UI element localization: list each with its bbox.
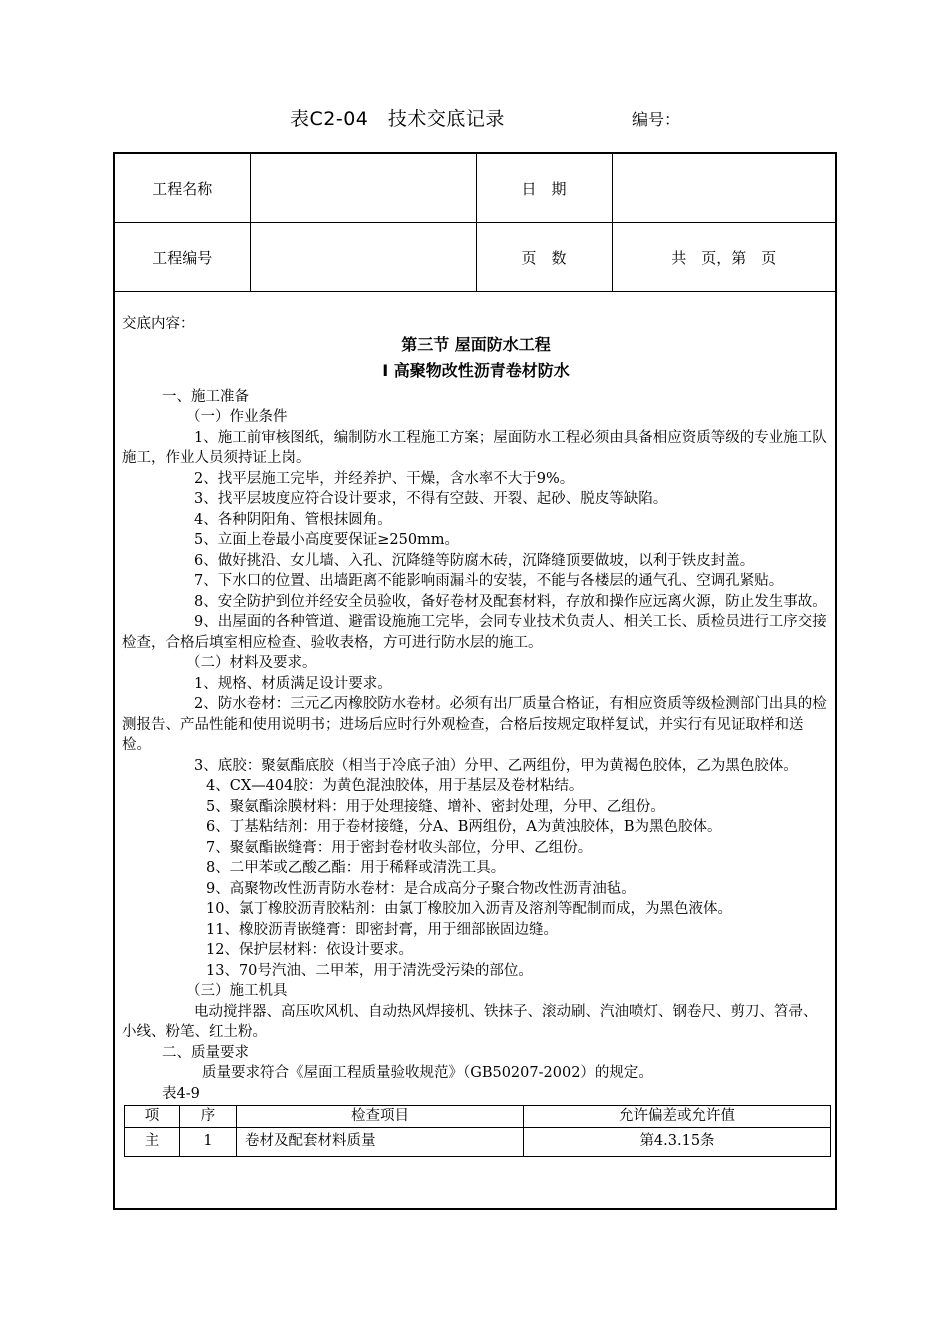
date-value[interactable]: [612, 154, 835, 223]
material-item: 4、CX—404胶：为黄色混浊胶体，用于基层及卷材粘结。: [206, 778, 584, 794]
info-table: [115, 154, 835, 292]
condition-item: 6、做好挑沿、女儿墙、入孔、沉降缝等防腐木砖，沉降缝顶要做坡，以利于铁皮封盖。: [194, 552, 755, 569]
info-row-2: [115, 223, 835, 292]
condition-item: 4、各种阴阳角、管根抹圆角。: [194, 511, 392, 528]
material-item: 13、70号汽油、二甲苯，用于清洗受污染的部位。: [206, 962, 533, 979]
col-header-item: 项: [125, 1106, 180, 1128]
date-label: 日 期: [476, 154, 612, 223]
heading-tools: （三）施工机具: [186, 983, 288, 999]
tools-text: 电动搅拌器、高压吹风机、自动热风焊接机、铁抹子、滚动刷、汽油喷灯、钢卷尺、剪刀、笤帚、小线、粉笔、红土粉。: [122, 1003, 818, 1040]
material-item: 1、规格、材质满足设计要求。: [194, 675, 392, 692]
condition-item: 7、下水口的位置、出墙距离不能影响雨漏斗的安装，不能与各楼层的通气孔、空调孔紧贴。: [194, 573, 784, 589]
condition-item: 2、找平层施工完毕，并经养护、干燥，含水率不大于9%。: [194, 470, 575, 487]
project-no-value[interactable]: [250, 223, 476, 292]
material-item: 11、橡胶沥青嵌缝膏：即密封膏，用于细部嵌固边缝。: [206, 921, 558, 938]
heading-quality: 二、质量要求: [162, 1044, 249, 1061]
document-header: [0, 104, 950, 134]
subsection-title: Ⅰ 高聚物改性沥青卷材防水: [382, 360, 570, 380]
cell-tolerance: 第4.3.15条: [524, 1127, 831, 1156]
condition-item: 1、施工前审核图纸，编制防水工程施工方案；屋面防水工程必须由具备相应资质等级的专业施工队施工，作业人员须持证上岗。: [122, 429, 827, 466]
briefing-content: [122, 314, 830, 1157]
col-header-check: 检查项目: [237, 1106, 524, 1128]
table-row: [125, 1127, 831, 1156]
pages-label: 页 数: [476, 223, 612, 292]
section-title: 第三节 屋面防水工程: [401, 334, 551, 354]
record-frame: [113, 152, 837, 1210]
cell-item: 主: [125, 1127, 180, 1156]
quality-table-header: [125, 1106, 831, 1128]
cell-seq: 1: [180, 1127, 237, 1156]
material-item: 3、底胶：聚氨酯底胶（相当于冷底子油）分甲、乙两组份，甲为黄褐色胶体，乙为黑色胶体。: [194, 757, 798, 774]
condition-item: 3、找平层坡度应符合设计要求，不得有空鼓、开裂、起砂、脱皮等缺陷。: [194, 491, 668, 507]
material-item: 5、聚氨酯涂膜材料：用于处理接缝、增补、密封处理，分甲、乙组份。: [206, 798, 665, 815]
material-item: 9、高聚物改性沥青防水卷材：是合成高分子聚合物改性沥青油毡。: [206, 880, 636, 897]
material-item: 10、氯丁橡胶沥青胶粘剂：由氯丁橡胶加入沥青及溶剂等配制而成，为黑色液体。: [206, 901, 732, 917]
material-item: 6、丁基粘结剂：用于卷材接缝，分A、B两组份，A为黄浊胶体，B为黑色胶体。: [206, 819, 722, 835]
document-title: 表C2-04 技术交底记录: [290, 108, 505, 130]
material-item: 2、防水卷材：三元乙丙橡胶防水卷材。必须有出厂质量合格证，有相应资质等级检测部门出具的检测报告、产品性能和使用说明书；进场后应时行外观检查，合格后按规定取样复试，并实行有见证取样和送检。: [122, 696, 827, 753]
heading-construction-prep: 一、施工准备: [162, 388, 249, 405]
heading-materials: （二）材料及要求。: [186, 655, 317, 671]
pages-value: 共 页，第 页: [612, 223, 835, 292]
project-name-value[interactable]: [250, 154, 476, 223]
quality-table: [124, 1105, 831, 1157]
material-item: 8、二甲苯或乙酸乙酯：用于稀释或清洗工具。: [206, 860, 506, 876]
material-item: 12、保护层材料：依设计要求。: [206, 942, 413, 958]
content-label: 交底内容：: [122, 316, 195, 332]
info-row-1: [115, 154, 835, 223]
heading-work-conditions: （一）作业条件: [186, 409, 288, 425]
table-label: 表4-9: [162, 1085, 200, 1102]
col-header-seq: 序: [180, 1106, 237, 1128]
material-item: 7、聚氨酯嵌缝膏：用于密封卷材收头部位，分甲、乙组份。: [206, 839, 593, 856]
number-label: 编号：: [632, 110, 681, 129]
cell-check: 卷材及配套材料质量: [237, 1127, 524, 1156]
project-no-label: 工程编号: [115, 223, 250, 292]
condition-item: 5、立面上卷最小高度要保证≥250mm。: [194, 532, 460, 548]
project-name-label: 工程名称: [115, 154, 250, 223]
quality-text: 质量要求符合《屋面工程质量验收规范》（GB50207-2002）的规定。: [202, 1065, 653, 1081]
col-header-tolerance: 允许偏差或允许值: [524, 1106, 831, 1128]
condition-item: 9、出屋面的各种管道、避雷设施施工完毕，会同专业技术负责人、相关工长、质检员进行工序交接检查，合格后填室相应检查、验收表格，方可进行防水层的施工。: [122, 614, 827, 651]
condition-item: 8、安全防护到位并经安全员验收，备好卷材及配套材料，存放和操作应远离火源，防止发生事故。: [194, 593, 827, 610]
